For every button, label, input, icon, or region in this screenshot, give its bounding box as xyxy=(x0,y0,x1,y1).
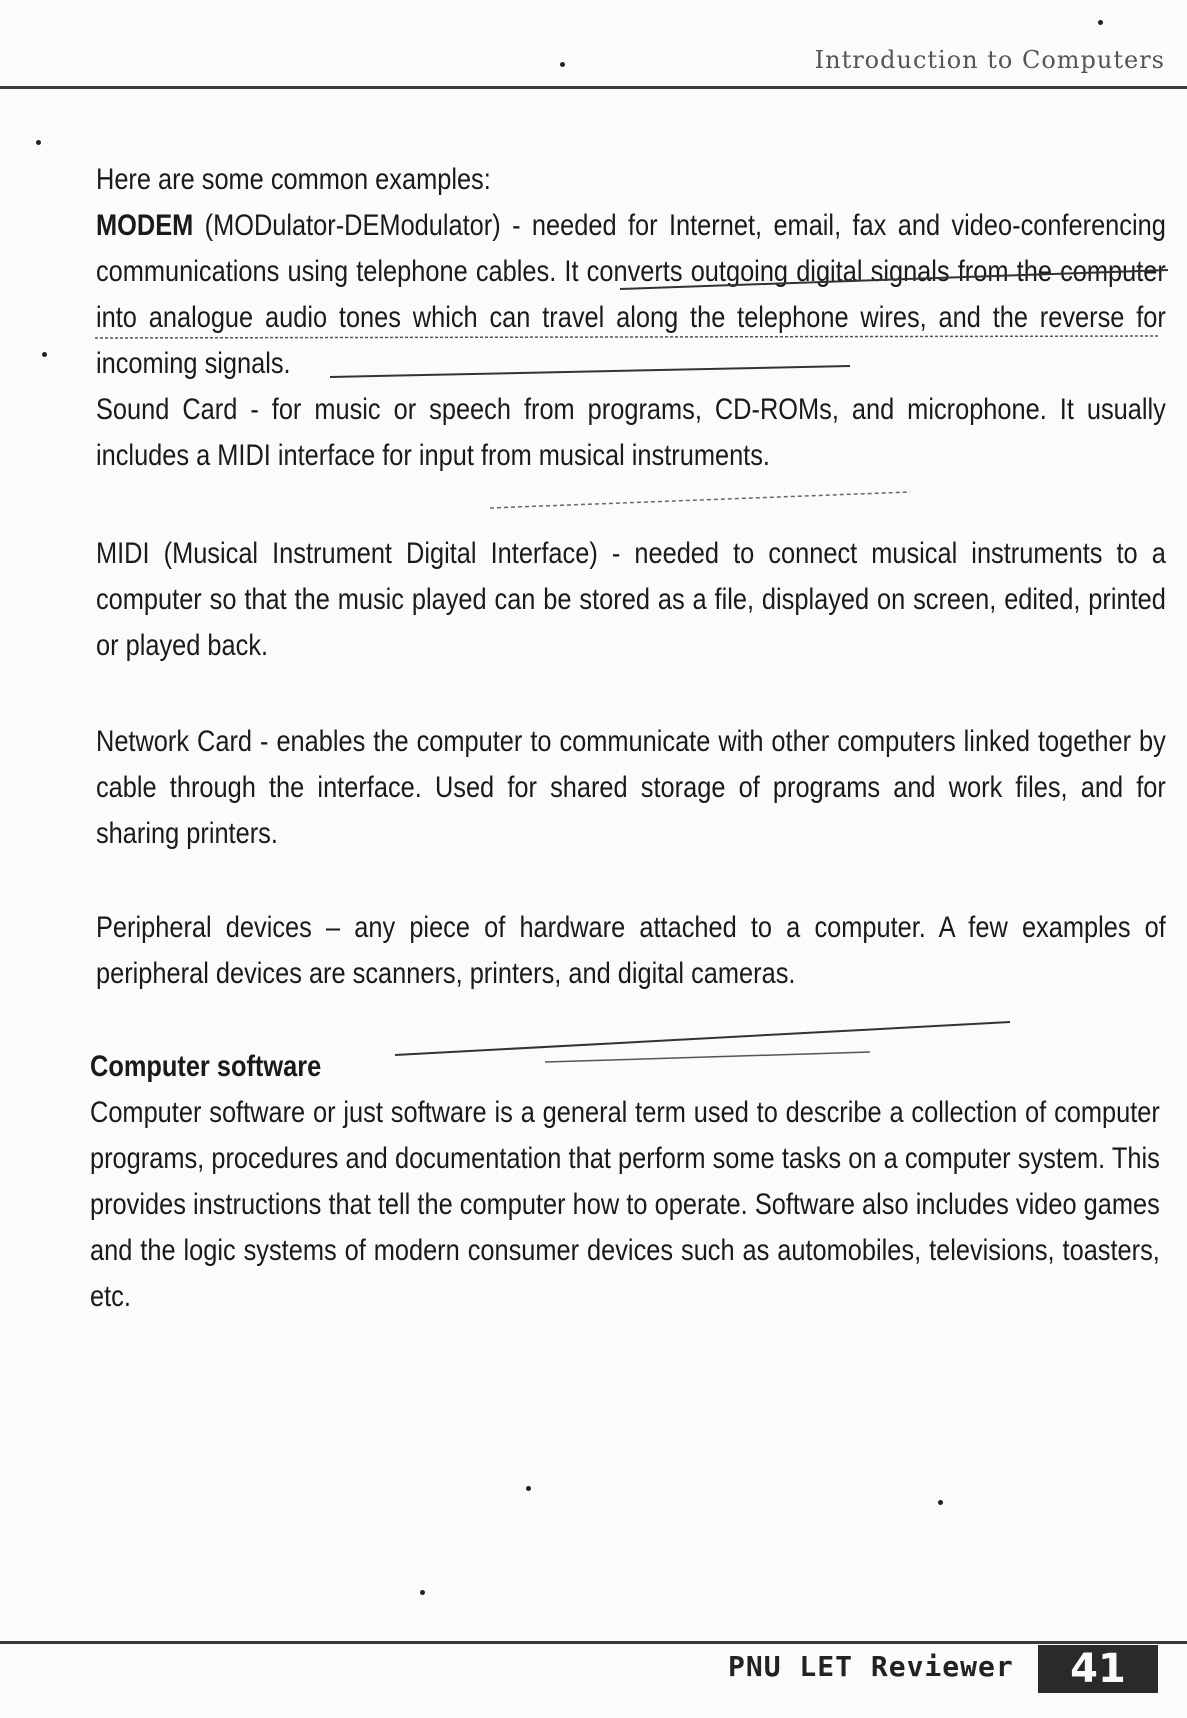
pen-stroke-5 xyxy=(395,1022,1010,1055)
print-speck xyxy=(42,352,47,357)
pen-stroke-2 xyxy=(95,336,1160,338)
modem-label: MODEM xyxy=(96,209,194,242)
print-speck xyxy=(560,62,565,67)
pen-stroke-6 xyxy=(545,1052,870,1062)
print-speck xyxy=(36,140,41,145)
paragraph-midi: MIDI (Musical Instrument Digital Interface) - needed to connect musical instruments to a computer so that the music played can be stored as a file, displayed on screen, edited, printed or played back. xyxy=(96,537,1166,662)
paragraph-computer-software: Computer software or just software is a general term used to describe a collection of computer programs, procedures and documentation that perform some tasks on a computer system. This provides instructions that tell the computer how to operate. Software also includes video games and the logic systems of modern consumer devices such as automobiles, televisions, toasters, etc. xyxy=(90,1096,1160,1313)
running-header: Introduction to Computers xyxy=(814,46,1165,74)
paragraph-network-card: Network Card - enables the computer to communicate with other computers linked together by cable through the interface. Used for shared storage of programs and work files, and for sharing printers. xyxy=(96,725,1166,850)
modem-text: (MODulator-DEModulator) - needed for Internet, email, fax and video-conferencing communications using telephone cables. It converts outgoing digital signals from the computer into analogue audio tones which can travel along the telephone wires, and the reverse for incoming signals. xyxy=(96,209,1166,380)
print-speck xyxy=(938,1500,943,1505)
paragraph-sound-card: Sound Card - for music or speech from programs, CD-ROMs, and microphone. It usually includes a MIDI interface for input from musical instruments. xyxy=(96,393,1166,472)
paragraph-peripheral-devices: Peripheral devices – any piece of hardware attached to a computer. A few examples of peripheral devices are scanners, printers, and digital cameras. xyxy=(96,911,1166,990)
paragraph-intro: Here are some common examples: xyxy=(96,163,491,196)
pen-stroke-3 xyxy=(330,366,850,377)
footer-rule xyxy=(0,1641,1187,1644)
page-number: 41 xyxy=(1038,1645,1158,1693)
print-speck xyxy=(526,1486,531,1491)
heading-computer-software: Computer software xyxy=(90,1050,322,1083)
print-speck xyxy=(1098,20,1103,25)
pen-stroke-1 xyxy=(620,270,1168,289)
pen-stroke-4 xyxy=(490,492,910,508)
footer-title: PNU LET Reviewer xyxy=(728,1650,1014,1683)
print-speck xyxy=(420,1590,425,1595)
